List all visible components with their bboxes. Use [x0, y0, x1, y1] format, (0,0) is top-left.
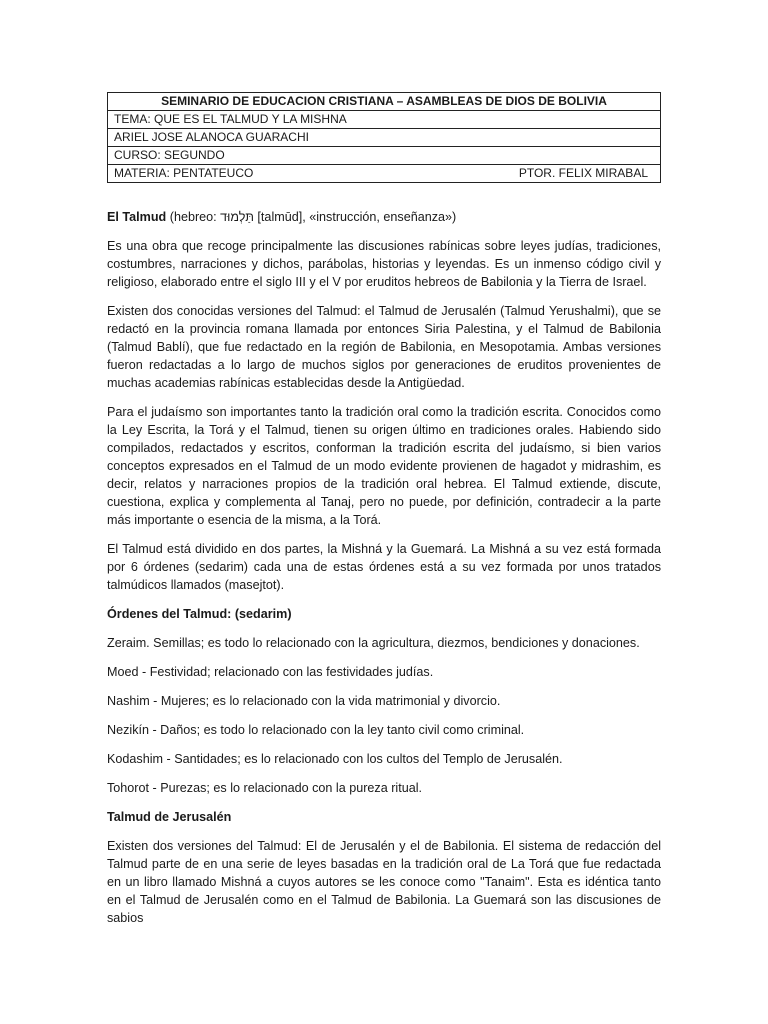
paragraph-4: El Talmud está dividido en dos partes, la Mishná y la Guemará. La Mishná a su vez está formada por 6 órdenes (sedarim) cada una de estas órdenes está a su vez formada por unos tratados talmúdicos llamados (masejtot).: [107, 542, 661, 592]
order-item: Nashim - Mujeres; es lo relacionado con la vida matrimonial y divorcio.: [107, 694, 501, 708]
paragraph-2: Existen dos conocidas versiones del Talmud: el Talmud de Jerusalén (Talmud Yerushalmi), que se redactó en la provincia romana llamada por entonces Siria Palestina, y el Talmud de Babilonia (Talmud Bablí), que fue redactado en la región de Babilonia, en Mesopotamia. Ambas versiones fueron redactadas a lo largo de muchos siglos por generaciones de eruditos provenientes de muchas academias rabínicas establecidas desde la Antigüedad.: [107, 304, 661, 390]
intro-term: El Talmud: [107, 210, 167, 224]
order-item: Zeraim. Semillas; es todo lo relacionado con la agricultura, diezmos, bendiciones y donaciones.: [107, 636, 640, 650]
paragraph-1: Es una obra que recoge principalmente las discusiones rabínicas sobre leyes judías, tradiciones, costumbres, narraciones y dichos, parábolas, historias y leyendas. Es un inmenso código civil y religioso, elaborado entre el siglo III y el V por eruditos hebreos de Babilonia y la Tierra de Israel.: [107, 239, 661, 289]
pastor-name: PTOR. FELIX MIRABAL: [518, 166, 648, 180]
course-row: CURSO: SEGUNDO: [108, 147, 661, 165]
section-heading-jerusalem: Talmud de Jerusalén: [107, 810, 232, 824]
subject-label: MATERIA: PENTATEUCO: [114, 166, 254, 180]
section-heading-orders: Órdenes del Talmud: (sedarim): [107, 607, 292, 621]
subject-row: [108, 165, 661, 183]
intro-line: [107, 208, 661, 226]
order-item: Tohorot - Purezas; es lo relacionado con la pureza ritual.: [107, 781, 423, 795]
header-table: [107, 92, 661, 183]
topic-row: TEMA: QUE ES EL TALMUD Y LA MISHNA: [108, 111, 661, 129]
order-item: Kodashim - Santidades; es lo relacionado con los cultos del Templo de Jerusalén.: [107, 752, 563, 766]
seminary-title: SEMINARIO DE EDUCACION CRISTIANA – ASAMBLEAS DE DIOS DE BOLIVIA: [108, 93, 661, 111]
paragraph-3: Para el judaísmo son importantes tanto la tradición oral como la tradición escrita. Conocidos como la Ley Escrita, la Torá y el Talmud, tienen su origen último en tradiciones orales. Habiendo sido compilados, redactados y escritos, conforman la tradición escrita del judaísmo, si bien varios conceptos expresados en el Talmud de un modo evidente provienen de hagadot y midrashim, es decir, relatos y narraciones propios de la tradición oral hebrea. El Talmud extiende, discute, cuestiona, explica y complementa al Tanaj, pero no puede, por definición, contradecir a la parte más importante o esencia de la misma, a la Torá.: [107, 405, 661, 527]
author-row: ARIEL JOSE ALANOCA GUARACHI: [108, 129, 661, 147]
paragraph-5: Existen dos versiones del Talmud: El de Jerusalén y el de Babilonia. El sistema de redacción del Talmud parte de en una serie de leyes basadas en la tradición oral de La Torá que fue redactada en un libro llamado Mishná a cuyos autores se les conoce como "Tanaim". Esta es idéntica tanto en el Talmud de Jerusalén como en el Talmud de Babilonia. La Guemará son las discusiones de sabios: [107, 839, 661, 925]
intro-rest: (hebreo: תַּלְמוּד [talmūd], «instrucción, enseñanza»): [166, 210, 457, 224]
document-body: [107, 208, 661, 938]
order-item: Nezikín - Daños; es todo lo relacionado con la ley tanto civil como criminal.: [107, 723, 525, 737]
order-item: Moed - Festividad; relacionado con las festividades judías.: [107, 665, 434, 679]
